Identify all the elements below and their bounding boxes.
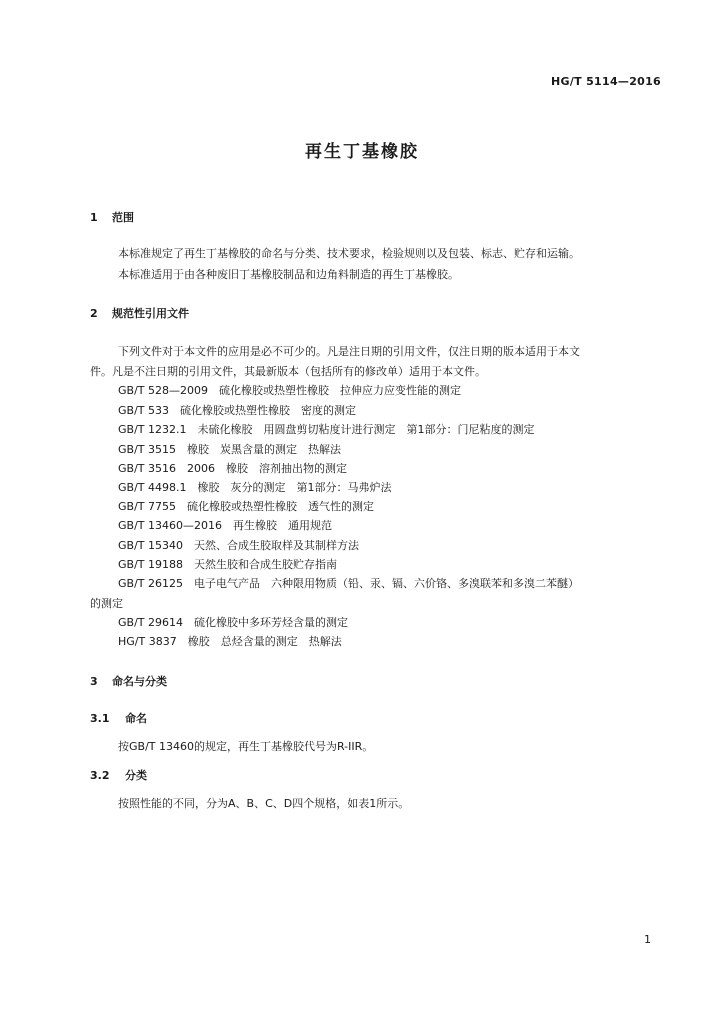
reference-item: GB/T 3516 2006 橡胶 溶剂抽出物的测定 [118,462,347,475]
subsection-3-2-heading [90,767,147,783]
paragraph: 按GB/T 13460的规定，再生丁基橡胶代号为R-IIR。 [118,740,374,753]
subsection-title: 分类 [125,769,147,782]
reference-item: GB/T 1232.1 未硫化橡胶 用圆盘剪切粘度计进行测定 第1部分：门尼粘度的测定 [118,423,535,436]
page-number: 1 [644,933,651,946]
section-number: 2 [90,307,98,320]
paragraph: 下列文件对于本文件的应用是必不可少的。凡是注日期的引用文件，仅注日期的版本适用于本文 [118,345,580,358]
reference-item: GB/T 29614 硫化橡胶中多环芳烃含量的测定 [118,616,348,629]
paragraph: 本标准规定了再生丁基橡胶的命名与分类、技术要求，检验规则以及包装、标志、贮存和运输。 [118,247,580,260]
reference-item: GB/T 533 硫化橡胶或热塑性橡胶 密度的测定 [118,404,356,417]
section-title: 命名与分类 [112,675,167,688]
section-2-heading [90,305,189,321]
paragraph: 按照性能的不同，分为A、B、C、D四个规格，如表1所示。 [118,797,410,810]
reference-item: GB/T 528—2009 硫化橡胶或热塑性橡胶 拉伸应力应变性能的测定 [118,384,461,397]
subsection-number: 3.2 [90,769,110,782]
reference-item: GB/T 15340 天然、合成生胶取样及其制样方法 [118,539,359,552]
reference-item: HG/T 3837 橡胶 总烃含量的测定 热解法 [118,635,342,648]
section-1-heading [90,209,134,225]
section-title: 范围 [112,211,134,224]
section-3-heading [90,673,167,689]
reference-item: GB/T 4498.1 橡胶 灰分的测定 第1部分：马弗炉法 [118,481,392,494]
subsection-number: 3.1 [90,712,110,725]
paragraph: 本标准适用于由各种废旧丁基橡胶制品和边角料制造的再生丁基橡胶。 [118,268,459,281]
subsection-3-1-heading [90,710,147,726]
reference-item: GB/T 7755 硫化橡胶或热塑性橡胶 透气性的测定 [118,500,374,513]
reference-item: GB/T 3515 橡胶 炭黑含量的测定 热解法 [118,443,341,456]
reference-item: GB/T 26125 电子电气产品 六种限用物质（铅、汞、镉、六价铬、多溴联苯和多溴二苯醚） [118,577,579,590]
reference-item: GB/T 19188 天然生胶和合成生胶贮存指南 [118,558,337,571]
paragraph: 件。凡是不注日期的引用文件，其最新版本（包括所有的修改单）适用于本文件。 [90,365,486,378]
section-number: 1 [90,211,98,224]
section-number: 3 [90,675,98,688]
standard-code: HG/T 5114—2016 [551,75,662,88]
section-title: 规范性引用文件 [112,307,189,320]
subsection-title: 命名 [125,712,147,725]
reference-item: GB/T 13460—2016 再生橡胶 通用规范 [118,519,332,532]
reference-item-continuation: 的测定 [90,597,123,610]
document-title: 再生丁基橡胶 [305,142,419,162]
